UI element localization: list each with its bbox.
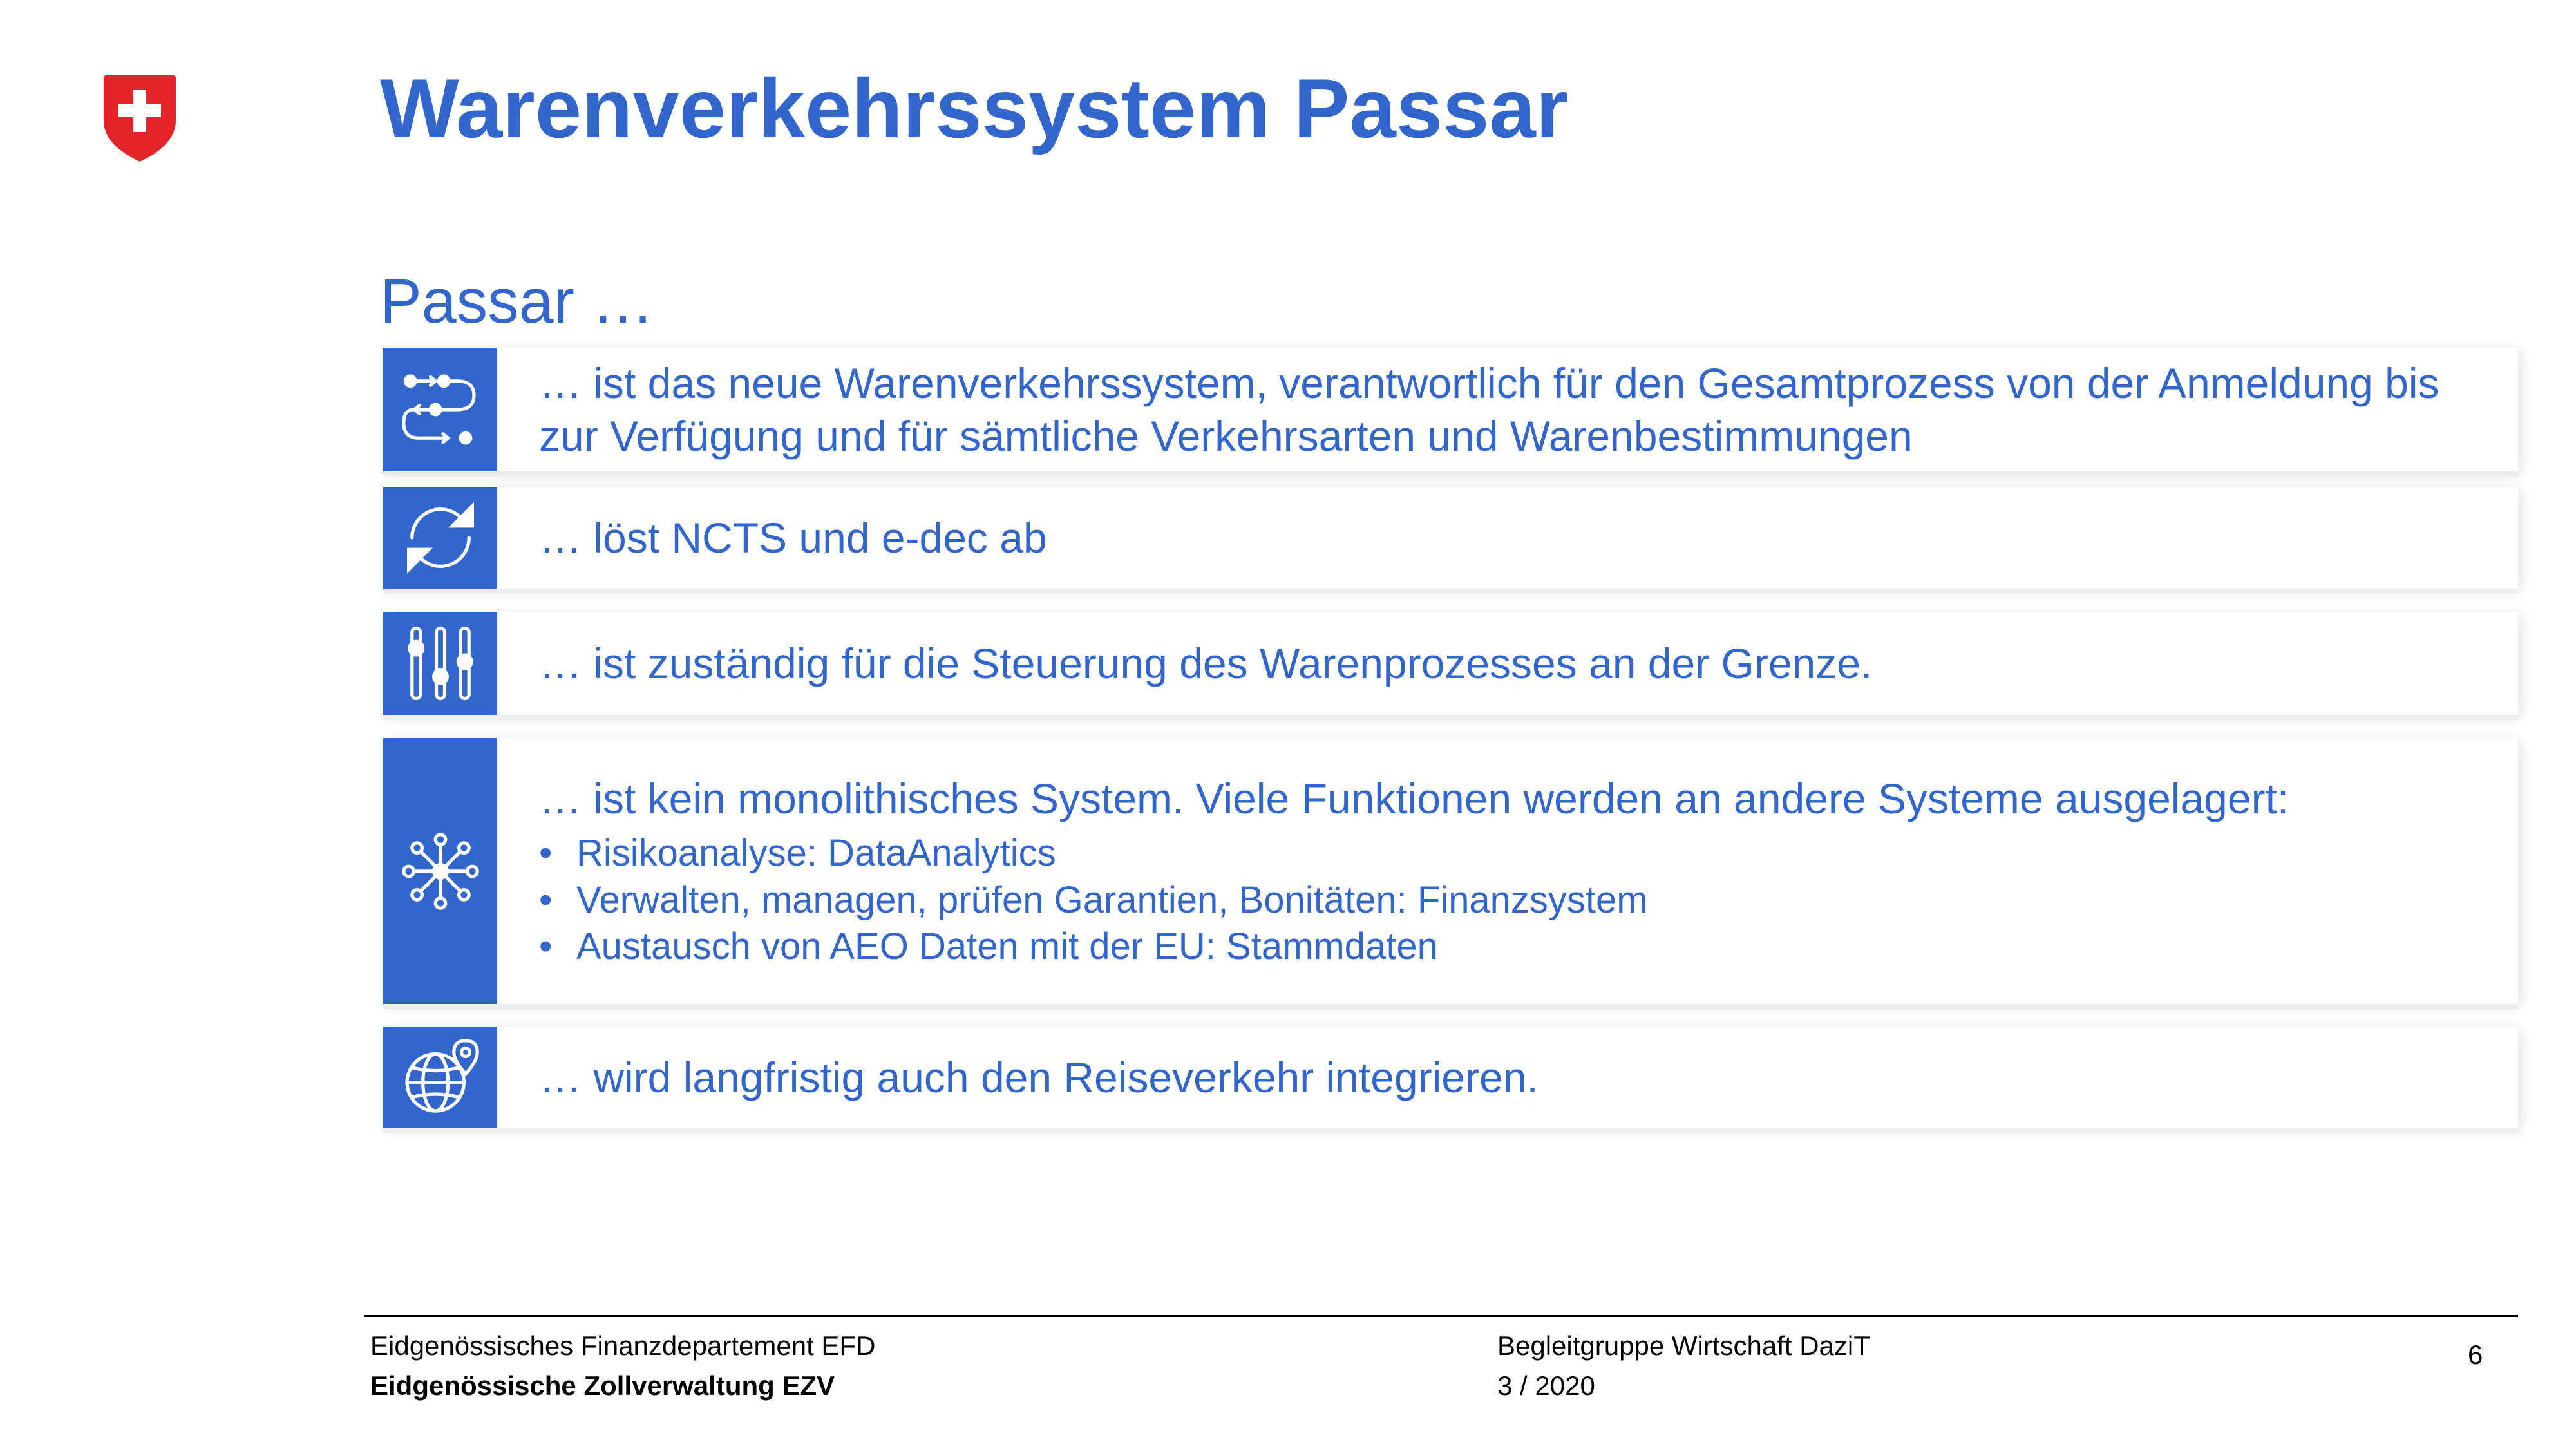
row-text: … wird langfristig auch den Reiseverkehr integrieren.	[539, 1053, 1539, 1101]
page-number: 6	[2468, 1340, 2483, 1370]
swiss-coat-of-arms-logo	[101, 74, 178, 163]
bullet-item: • Austausch von AEO Daten mit der EU: Stammdaten	[539, 923, 2486, 971]
row-text: … löst NCTS und e-dec ab	[539, 513, 1047, 562]
sliders-icon	[383, 612, 497, 715]
refresh-arrows-icon	[383, 487, 497, 589]
list-item	[383, 738, 2518, 1004]
bullet-item: • Risikoanalyse: DataAnalytics	[539, 830, 2486, 877]
bullet-list	[539, 830, 2486, 971]
process-flow-icon	[383, 348, 497, 471]
list-item	[383, 612, 2518, 715]
footer-department: Eidgenössisches Finanzdepartement EFD	[370, 1331, 876, 1361]
row-text: … ist kein monolithisches System. Viele Funktionen werden an andere Systeme ausgelagert:	[539, 774, 2289, 822]
footer-group: Begleitgruppe Wirtschaft DaziT	[1497, 1331, 1870, 1361]
globe-pin-icon	[383, 1027, 497, 1128]
bullet-item: • Verwalten, managen, prüfen Garantien, Bonitäten: Finanzsystem	[539, 877, 2486, 924]
section-subtitle: Passar …	[380, 266, 654, 336]
row-text: … ist zuständig für die Steuerung des Warenprozesses an der Grenze.	[539, 639, 1873, 687]
footer-divider	[364, 1315, 2518, 1317]
list-item	[383, 1027, 2518, 1128]
list-item	[383, 348, 2518, 471]
page-title: Warenverkehrssystem Passar	[380, 61, 1569, 155]
list-item	[383, 487, 2518, 589]
footer-date: 3 / 2020	[1497, 1370, 1595, 1401]
network-hub-icon	[383, 738, 497, 1004]
footer-office: Eidgenössische Zollverwaltung EZV	[370, 1370, 835, 1401]
row-text: … ist das neue Warenverkehrssystem, verantwortlich für den Gesamtprozess von der Anmeldung bis zur Verfügung und für sämtliche Verkehrsarten und Warenbestimmungen	[539, 359, 2439, 460]
